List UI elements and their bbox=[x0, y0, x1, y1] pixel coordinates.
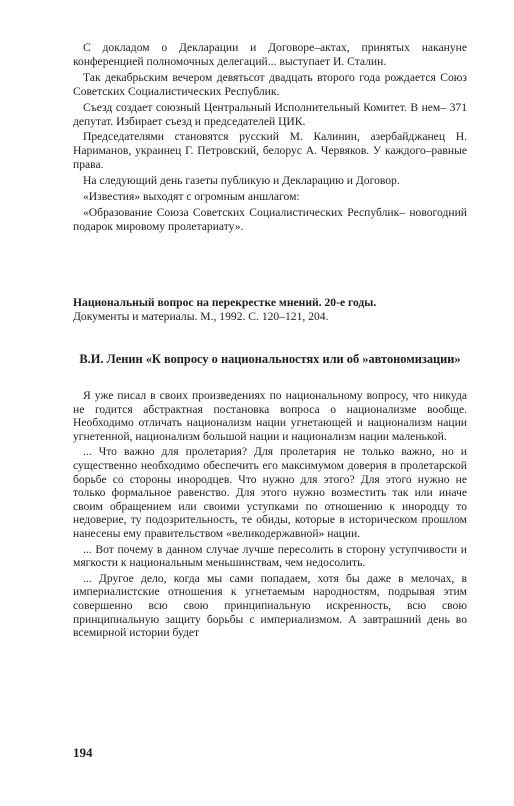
paragraph: ... Другое дело, когда мы сами попадаем, хотя бы даже в мелочах, в империалистские отношения к угнетаемым народностям, подрывая этим совершенно всю свою принципиальную искренность, всю свою принципиальную защиту борьбы с империализмом. А завтрашний день во всемирной истории будет bbox=[73, 571, 467, 640]
paragraph: С докладом о Декларации и Договоре–актах, принятых накануне конференцией полномочных делегаций... выступает И. Сталин. bbox=[73, 41, 467, 68]
paragraph: Я уже писал в своих произведениях по национальному вопросу, что никуда не годится абстрактная постановка вопроса о национализме вообще. Необходимо отличать национализм нации угнетающей и национализм нации угнетенной, национализм большой нации и национализм нации маленькой. bbox=[73, 389, 467, 443]
source-citation bbox=[73, 296, 467, 324]
paragraph: Председателями становятся русский М. Калинин, азербайджанец Н. Нариманов, украинец Г. Петровский, белорус А. Червяков. У каждого–равные права. bbox=[73, 130, 467, 172]
paragraph: «Известия» выходят с огромным аншлагом: bbox=[83, 190, 300, 204]
paragraph: Так декабрьским вечером девятьсот двадцать второго года рождается Союз Советских Социалистических Республик. bbox=[73, 70, 467, 98]
lenin-text bbox=[73, 389, 467, 640]
source-heading: Национальный вопрос на перекрестке мнений. 20-е годы. bbox=[73, 296, 377, 309]
paragraph: На следующий день газеты публикую и Декларацию и Договор. bbox=[83, 174, 400, 188]
page-number: 194 bbox=[73, 745, 93, 760]
paragraph: ... Вот почему в данном случае лучше пересолить в сторону уступчивости и мягкости к национальным меньшинствам, чем недосолить. bbox=[73, 542, 467, 570]
chapter-title: В.И. Ленин «К вопросу о национальностях или об »автономизации» bbox=[79, 352, 461, 366]
source-reference: Документы и материалы. М., 1992. С. 120–121, 204. bbox=[73, 309, 329, 323]
paragraph: «Образование Союза Советских Социалистических Республик– новогодний подарок мировому пролетариату». bbox=[73, 205, 467, 233]
paragraph: Съезд создает союзный Центральный Исполнительный Комитет. В нем– 371 депутат. Избирает съезд и председателей ЦИК. bbox=[73, 100, 467, 128]
narrative-section bbox=[73, 41, 467, 234]
paragraph: ... Что важно для пролетария? Для пролетария не только важно, но и существенно необходимо обеспечить его максимумом доверия в пролетарской борьбе со стороны инородцев. Что нужно для этого? Для этого нужно не только формальное равенство. Для этого нужно возместить так или иначе своим обращением или своими уступками по отношению к инородцу то недоверие, ту подозрительность, те обиды, которые в историческом прошлом нанесены ему правительством «великодержавной» нации. bbox=[73, 445, 467, 540]
